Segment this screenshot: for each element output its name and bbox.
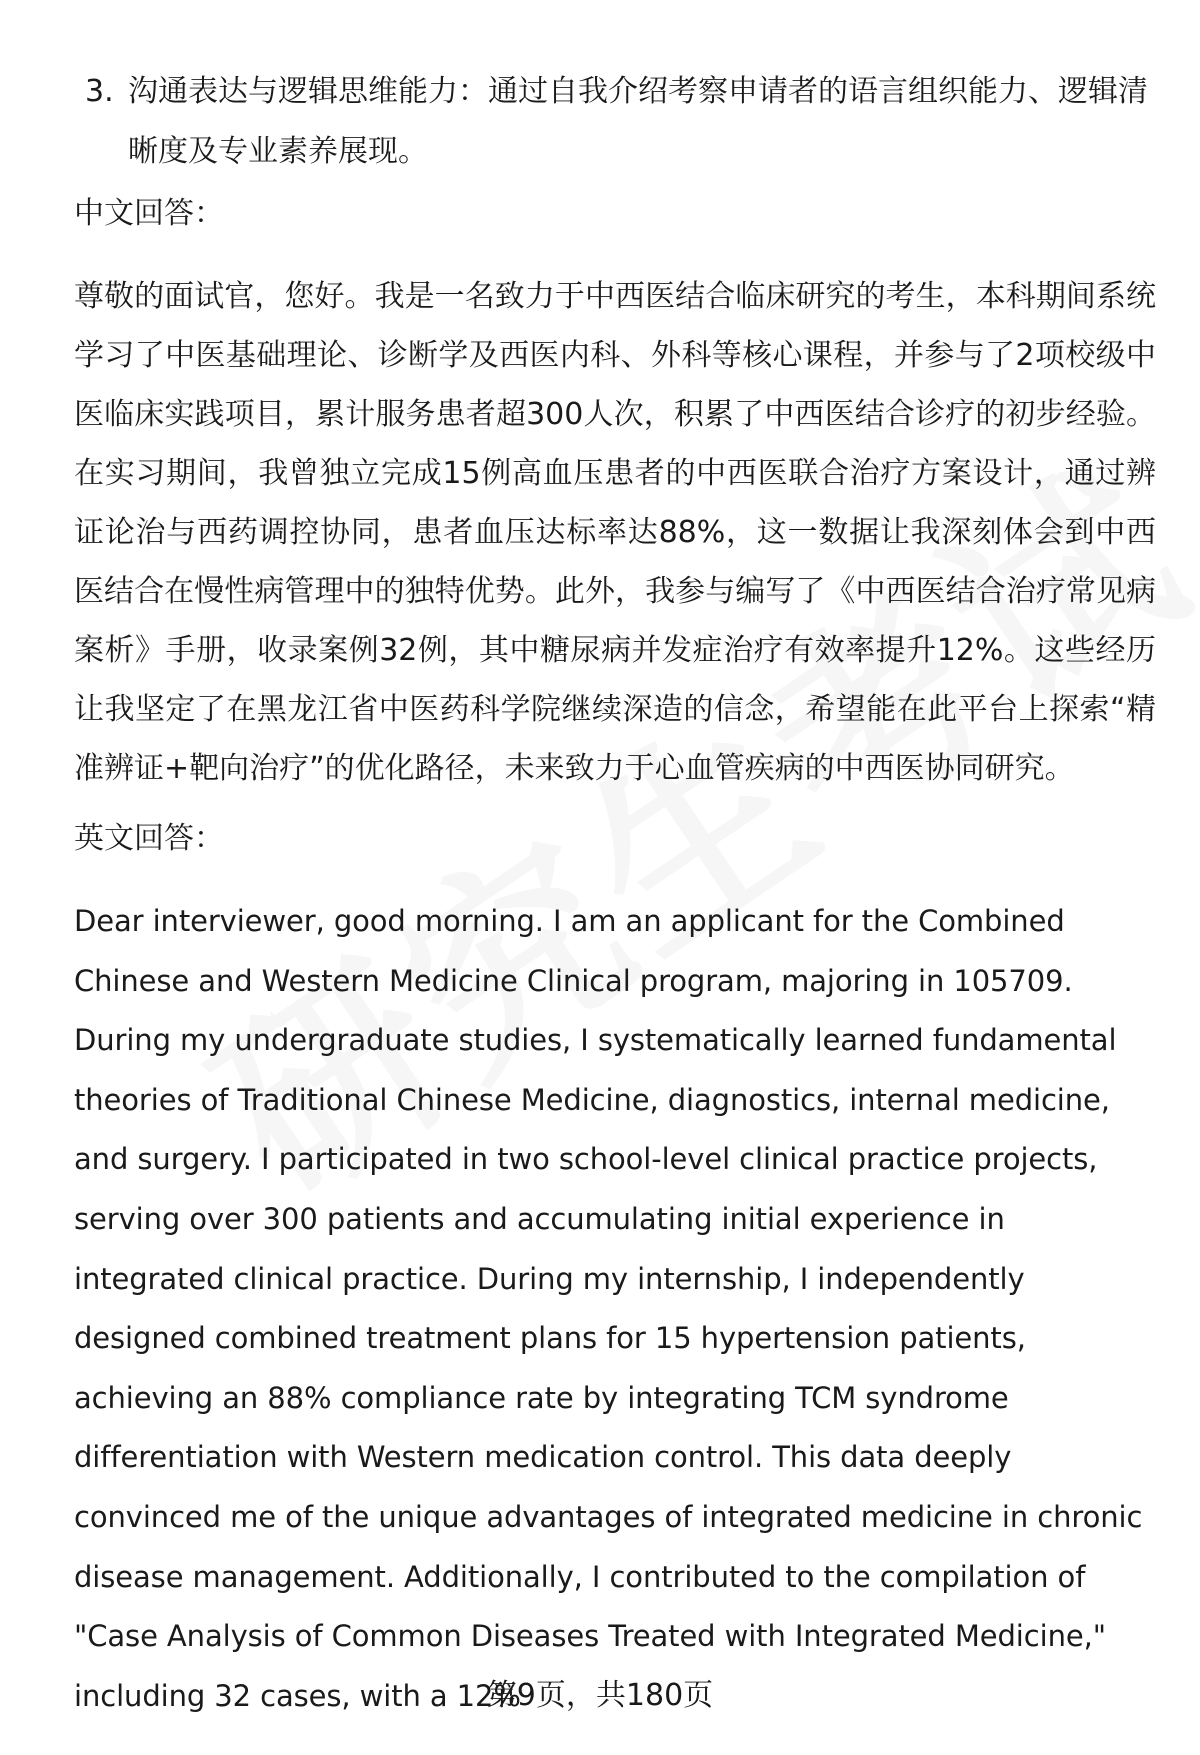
page-number-footer: 第9页，共180页 — [486, 1678, 714, 1713]
list-text: 沟通表达与逻辑思维能力：通过自我介绍考察申请者的语言组织能力、逻辑清晰度及专业素养展现。 — [128, 74, 1148, 169]
chinese-answer-heading: 中文回答： — [74, 196, 224, 231]
english-answer-paragraph: Dear interviewer, good morning. I am an applicant for the Combined Chinese and Western Medicine Clinical program, majoring in 105709. During my undergraduate studies, I systematically learned fundamental theories of Traditional Chinese Medicine, diagnostics, internal medicine, and surgery. I participated in two school-level clinical practice projects, serving over 300 patients and accumulating initial experience in integrated clinical practice. During my internship, I independently designed combined treatment plans for 15 hypertension patients, achieving an 88% compliance rate by integrating TCM syndrome differentiation with Western medication control. This data deeply convinced me of the unique advantages of integrated medicine in chronic disease management. Additionally, I contributed to the compilation of "Case Analysis of Common Diseases Treated with Integrated Medicine," including 32 cases, with a 12% — [74, 904, 1143, 1713]
english-answer-heading: 英文回答： — [74, 821, 224, 856]
list-number: 3. — [85, 74, 114, 109]
chinese-answer-paragraph: 尊敬的面试官，您好。我是一名致力于中西医结合临床研究的考生，本科期间系统学习了中医基础理论、诊断学及西医内科、外科等核心课程，并参与了2项校级中医临床实践项目，累计服务患者超300人次，积累了中西医结合诊疗的初步经验。在实习期间，我曾独立完成15例高血压患者的中西医联合治疗方案设计，通过辨证论治与西药调控协同，患者血压达标率达88%，这一数据让我深刻体会到中西医结合在慢性病管理中的独特优势。此外，我参与编写了《中西医结合治疗常见病案析》手册，收录案例32例，其中糖尿病并发症治疗有效率提升12%。这些经历让我坚定了在黑龙江省中医药科学院继续深造的信念，希望能在此平台上探索“精准辨证+靶向治疗”的优化路径，未来致力于心血管疾病的中西医协同研究。 — [74, 279, 1156, 786]
